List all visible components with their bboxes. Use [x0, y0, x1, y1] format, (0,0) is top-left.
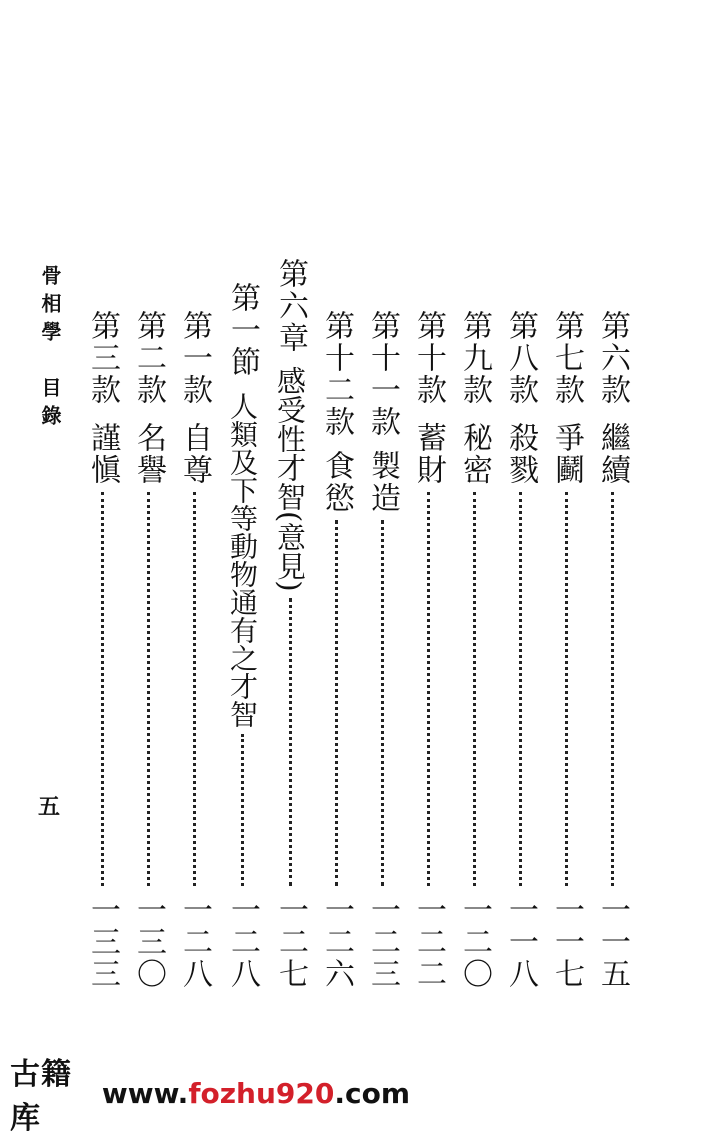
watermark-footer [0, 1057, 410, 1136]
url-prefix: www. [101, 1076, 189, 1110]
entry-title: 繼續 [595, 422, 630, 486]
entry-title: 食慾 [319, 450, 354, 514]
entry-section: 第一款 [177, 310, 212, 406]
entry-section: 第六款 [595, 310, 630, 406]
toc-entry [174, 310, 214, 990]
toc-entry [592, 310, 632, 990]
toc-entry [546, 310, 586, 990]
toc-entry [270, 258, 310, 990]
entry-section: 第十一款 [365, 310, 400, 438]
url-highlight: fozhu920 [188, 1076, 335, 1110]
entry-title: 名譽 [131, 422, 166, 486]
leader-dots [289, 598, 292, 886]
entry-title: 爭鬬 [549, 422, 584, 486]
leader-dots [147, 492, 150, 886]
entry-title: 蓄財 [411, 422, 446, 486]
entry-section: 第六章 [273, 258, 308, 354]
leader-dots [241, 734, 244, 886]
toc-entry [316, 310, 356, 990]
entry-page: 一二八 [177, 894, 212, 990]
entry-page: 一二七 [273, 894, 308, 990]
entry-title: 自尊 [177, 422, 212, 486]
page-number: 五 [38, 794, 61, 820]
entry-page: 一一五 [595, 894, 630, 990]
toc-entry [362, 310, 402, 990]
leader-dots [101, 492, 104, 886]
toc-entry [454, 310, 494, 990]
entry-title: 人類及下等動物通有之才智 [226, 392, 259, 728]
entry-page: 一二八 [225, 894, 260, 990]
entry-page: 一二二 [411, 894, 446, 990]
toc-entry [500, 310, 540, 990]
entry-section: 第二款 [131, 310, 166, 406]
entry-title: 秘密 [457, 422, 492, 486]
leader-dots [335, 520, 338, 886]
leader-dots [565, 492, 568, 886]
leader-dots [427, 492, 430, 886]
toc-entry [82, 310, 122, 990]
entry-section: 第十二款 [319, 310, 354, 438]
leader-dots [519, 492, 522, 886]
entry-page: 一三〇 [131, 894, 166, 990]
entry-title: 殺戮 [503, 422, 538, 486]
entry-section: 第八款 [503, 310, 538, 406]
toc-entry [128, 310, 168, 990]
entry-section: 第三款 [85, 310, 120, 406]
entry-title: 感受性才智(意見) [273, 366, 307, 592]
watermark-brand: 古籍库 [10, 1057, 72, 1136]
entry-title: 製造 [365, 450, 400, 514]
entry-page: 一二六 [319, 894, 354, 990]
url-suffix: .com [334, 1076, 410, 1110]
entry-section: 第七款 [549, 310, 584, 406]
running-header: 骨相學 目錄 [38, 265, 62, 433]
leader-dots [473, 492, 476, 886]
entry-section: 第十款 [411, 310, 446, 406]
leader-dots [381, 520, 384, 886]
entry-page: 一二〇 [457, 894, 492, 990]
entry-page: 一一七 [549, 894, 584, 990]
entry-page: 一二三 [365, 894, 400, 990]
entry-title: 謹愼 [85, 422, 120, 486]
entry-section: 第一節 [225, 282, 260, 378]
entry-section: 第九款 [457, 310, 492, 406]
toc-entry [222, 282, 262, 990]
watermark-url [102, 1077, 410, 1110]
entry-page: 一一八 [503, 894, 538, 990]
leader-dots [611, 492, 614, 886]
toc-entry [408, 310, 448, 990]
entry-page: 一三三 [85, 894, 120, 990]
leader-dots [193, 492, 196, 886]
